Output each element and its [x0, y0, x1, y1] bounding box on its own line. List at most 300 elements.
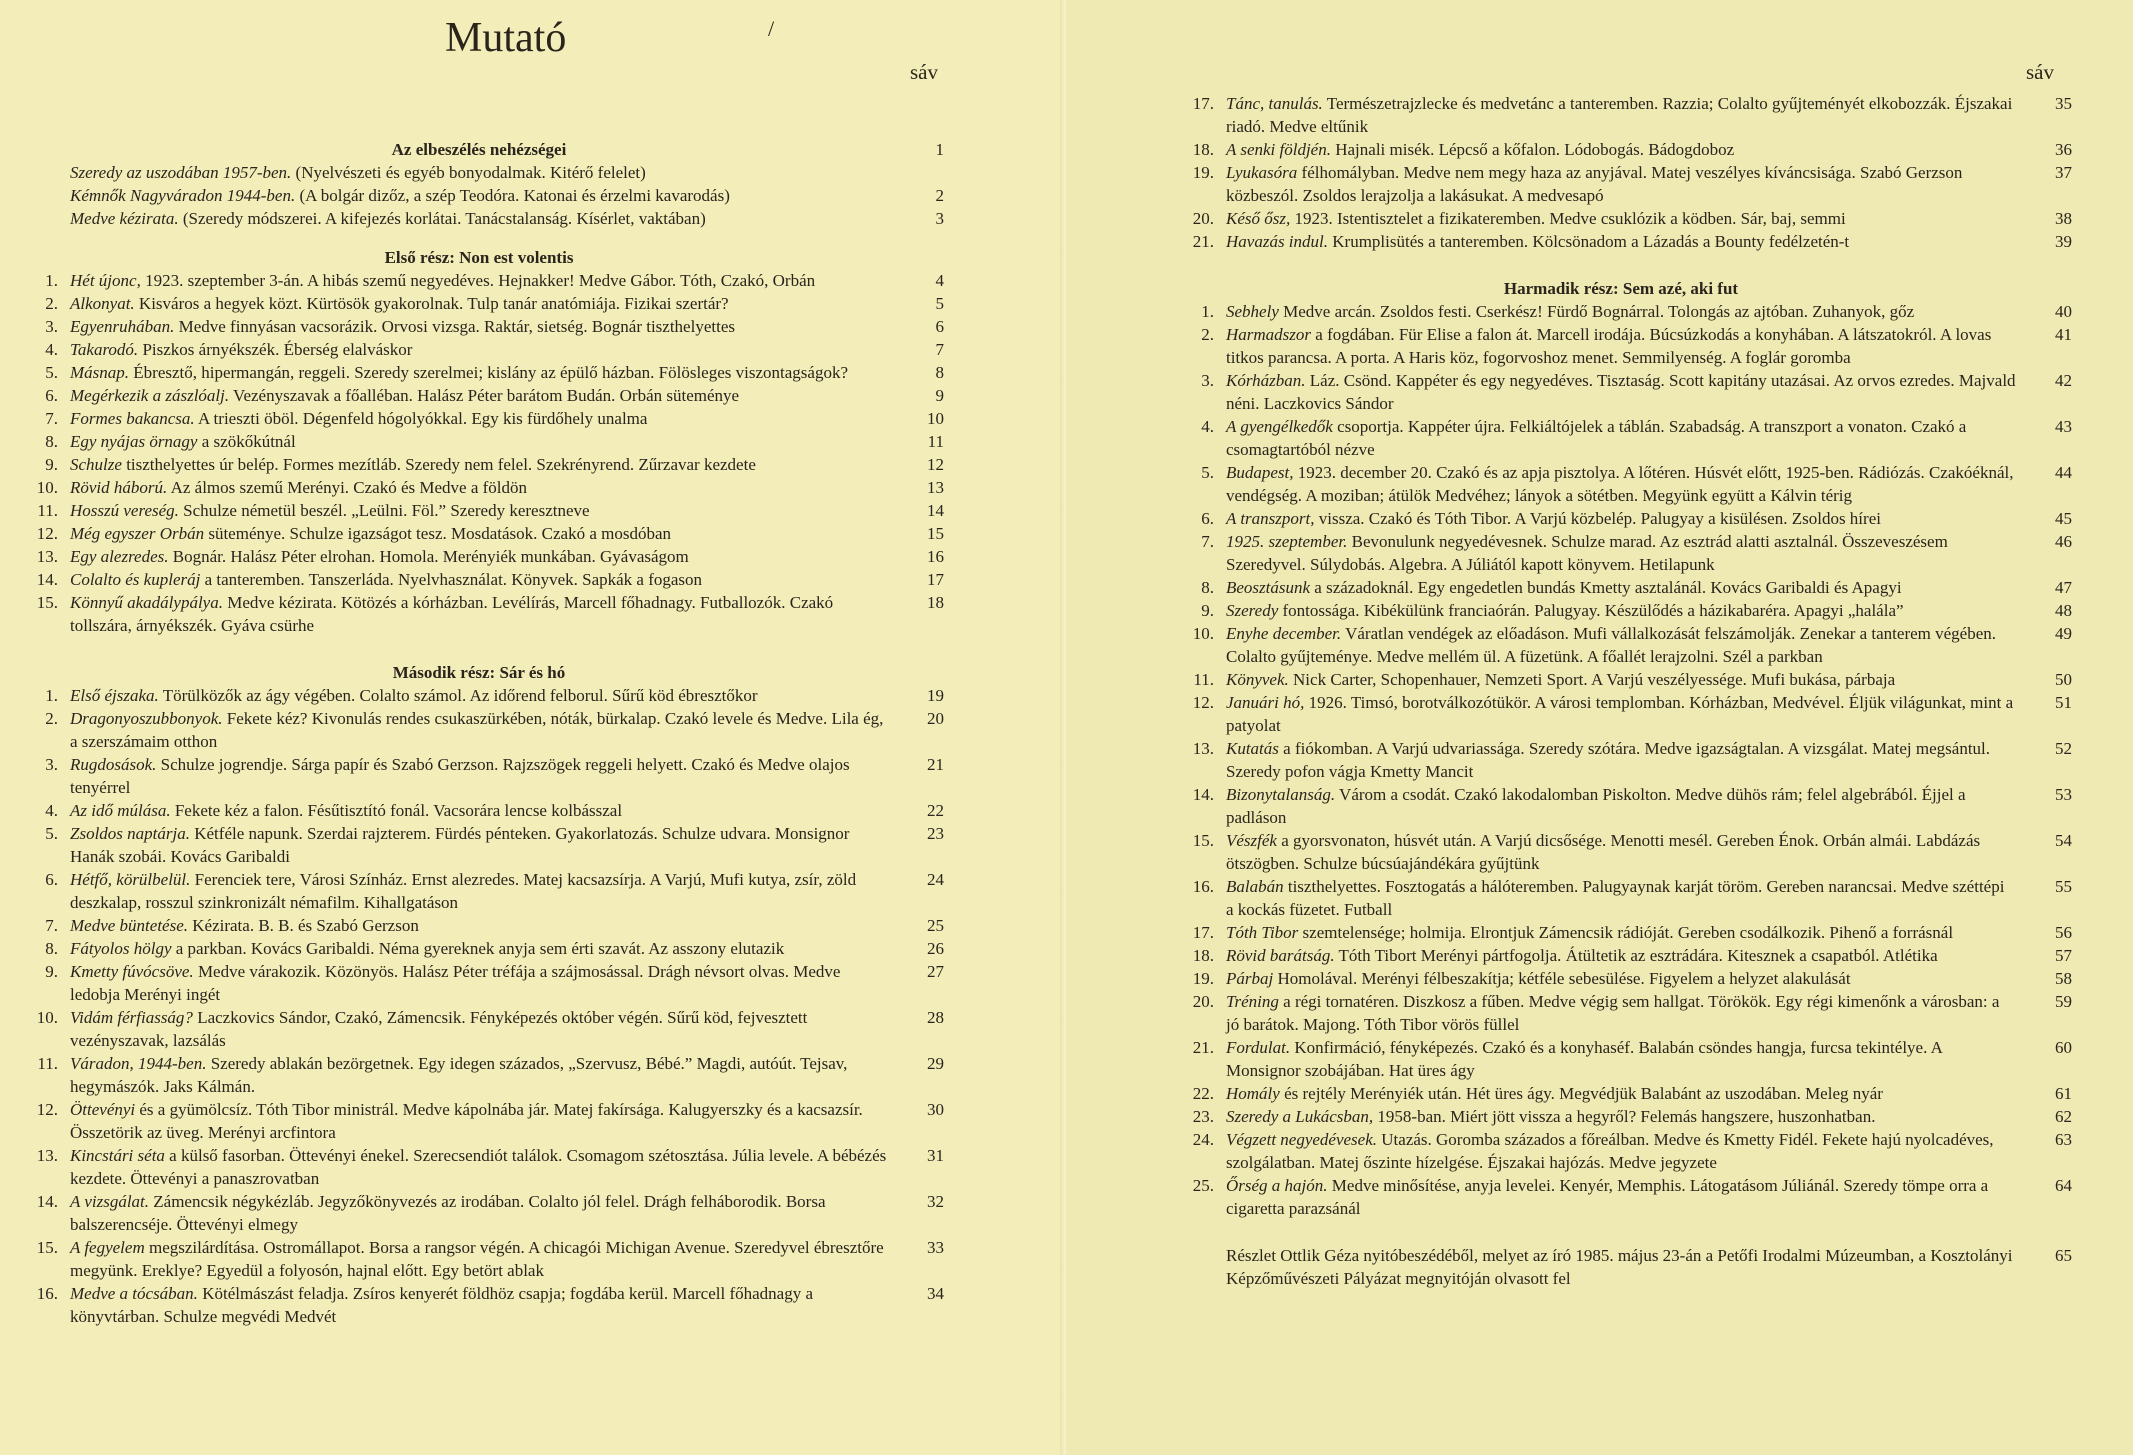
entry-text — [70, 753, 888, 799]
sav-number: 26 — [927, 939, 944, 958]
sav-number: 42 — [2055, 371, 2072, 390]
entry-title: A gyengélkedők — [1226, 417, 1333, 436]
toc-entry — [1176, 415, 2072, 461]
right-column — [1176, 92, 2072, 1290]
entry-title: A vizsgálat. — [70, 1192, 150, 1211]
sav-number: 17 — [927, 570, 944, 589]
toc-entry — [20, 868, 944, 914]
entry-number: 13. — [36, 547, 58, 566]
toc-entry — [20, 292, 944, 315]
toc-entry — [20, 914, 944, 937]
sav-number: 33 — [927, 1238, 944, 1257]
entry-number: 16. — [36, 1284, 58, 1303]
toc-entry — [1176, 622, 2072, 668]
sav-number: 3 — [935, 209, 944, 228]
entry-text — [70, 407, 888, 430]
sav-number: 22 — [927, 801, 944, 820]
entry-description: és a gyümölcsíz. Tóth Tibor ministrál. Medve kápolnába jár. Matej fakírsága. Kalugyerszky és a kacsazsír. Összetörik az üveg. Merényi arcfintora — [70, 1100, 863, 1142]
entry-description: és rejtély Merényiék után. Hét üres ágy. Megvédjük Balabánt az uszodában. Meleg nyár — [1279, 1084, 1883, 1103]
entry-number: 16. — [1192, 877, 1214, 896]
sav-number: 54 — [2055, 831, 2072, 850]
entry-text — [1226, 138, 2016, 161]
entry-description: a régi tornatéren. Diszkosz a fűben. Medve végig sem hallgat. Törökök. Egy régi kimenőnk a városban: a jó barátok. Majong. Tóth Tibor vörös füllel — [1226, 992, 2000, 1034]
toc-entry — [1176, 1036, 2072, 1082]
entry-text — [1226, 944, 2016, 967]
entry-description: tiszthelyettes. Fosztogatás a hálóteremben. Palugyaynak karját töröm. Gereben narancsai. Medve széttépi a kockás füzetet. Futball — [1226, 877, 2005, 919]
entry-description: süteménye. Schulze igazságot tesz. Mosdatások. Czakó a mosdóban — [204, 524, 672, 543]
sav-number: 8 — [935, 363, 944, 382]
toc-entry — [20, 707, 944, 753]
toc-entry — [1176, 599, 2072, 622]
toc-entry — [1176, 323, 2072, 369]
entry-text — [70, 1282, 888, 1328]
entry-number: 6. — [45, 386, 58, 405]
toc-entry — [20, 684, 944, 707]
entry-title: Dragonyoszubbonyok. — [70, 709, 223, 728]
entry-description: Az álmos szemű Merényi. Czakó és Medve a földön — [167, 478, 528, 497]
entry-title: Zsoldos naptárja. — [70, 824, 190, 843]
entry-description: tiszthelyettes úr belép. Formes mezítláb. Szeredy nem felel. Szekrényrend. Zűrzavar kezdete — [121, 455, 756, 474]
sav-number: 4 — [935, 271, 944, 290]
entry-title: Tóth Tibor — [1226, 923, 1299, 942]
sav-number: 45 — [2055, 509, 2072, 528]
entry-description: Zámencsik négykézláb. Jegyzőkönyvezés az irodában. Colalto jól felel. Drágh felháborodik. Borsa balszerencséje. Öttevényi elmegy — [70, 1192, 826, 1234]
entry-text — [1226, 369, 2016, 415]
toc-entry — [20, 430, 944, 453]
sav-number — [888, 161, 944, 184]
entry-text — [70, 1098, 888, 1144]
entry-title: Tánc, tanulás. — [1226, 94, 1323, 113]
toc-entry — [20, 568, 944, 591]
entry-text — [70, 568, 888, 591]
entry-number — [20, 161, 70, 184]
sav-column-header-left: sáv — [910, 60, 938, 84]
entry-text — [70, 207, 888, 230]
toc-entry — [1176, 1105, 2072, 1128]
sav-number: 18 — [927, 593, 944, 612]
entry-number: 3. — [45, 755, 58, 774]
entry-description: 1923. Istentisztelet a fizikateremben. Medve csuklózik a ködben. Sár, baj, semmi — [1290, 209, 1846, 228]
entry-title: A senki földjén. — [1226, 140, 1331, 159]
entry-text — [70, 161, 888, 184]
sav-number: 53 — [2055, 785, 2072, 804]
entry-text — [70, 822, 888, 868]
sav-number: 63 — [2055, 1130, 2072, 1149]
sav-number: 35 — [2055, 94, 2072, 113]
entry-number: 8. — [45, 432, 58, 451]
entry-number: 13. — [1192, 739, 1214, 758]
toc-entry — [1176, 207, 2072, 230]
entry-number: 14. — [36, 1192, 58, 1211]
entry-number: 22. — [1192, 1084, 1214, 1103]
sav-number: 39 — [2055, 232, 2072, 251]
toc-entry — [1176, 507, 2072, 530]
entry-text — [70, 315, 888, 338]
entry-number: 17. — [1192, 94, 1214, 113]
toc-entry — [1176, 1174, 2072, 1220]
entry-text — [1226, 507, 2016, 530]
entry-number: 8. — [1201, 578, 1214, 597]
entry-description: Medve kézirata. Kötözés a kórházban. Levélírás, Marcell főhadnagy. Futballozók. Czakó tollszára, árnyékszék. Gyáva csürhe — [70, 593, 834, 635]
entry-number: 17. — [1192, 923, 1214, 942]
entry-text — [70, 937, 888, 960]
entry-title: Fordulat. — [1226, 1038, 1291, 1057]
entry-description: 1923. december 20. Czakó és az apja pisztolya. A lőtéren. Húsvét előtt, 1925-ben. Rádiózás. Czakóéknál, vendégség. A moziban; átülök Medvéhez; lányok a sötétben. Megyünk együtt a Kálvin térig — [1226, 463, 2014, 505]
entry-title: Könyvek. — [1226, 670, 1289, 689]
entry-description: Szeredy ablakán bezörgetnek. Egy idegen százados, „Szervusz, Bébé.” Magdi, autóút. Tejsav, hegymászók. Jaks Kálmán. — [70, 1054, 848, 1096]
entry-title: Szeredy a Lukácsban, — [1226, 1107, 1374, 1126]
entry-number: 21. — [1192, 1038, 1214, 1057]
toc-entry — [20, 1282, 944, 1328]
toc-entry — [20, 384, 944, 407]
entry-description: Törülközők az ágy végében. Colalto számol. Az időrend felborul. Sűrű köd ébresztőkor — [158, 686, 758, 705]
entry-title: Kutatás — [1226, 739, 1279, 758]
toc-entry — [20, 338, 944, 361]
part2-list-right — [1176, 92, 2072, 253]
sav-number: 46 — [2055, 532, 2072, 551]
entry-text — [70, 960, 888, 1006]
toc-entry — [1176, 92, 2072, 138]
toc-entry — [20, 476, 944, 499]
entry-text — [1226, 461, 2016, 507]
sav-number: 1 — [935, 140, 944, 159]
entry-text — [1226, 1082, 2016, 1105]
toc-entry — [20, 315, 944, 338]
entry-description: Vezényszavak a főalléban. Halász Péter barátom Budán. Orbán süteménye — [229, 386, 740, 405]
part1-list — [20, 269, 944, 637]
entry-number: 13. — [36, 1146, 58, 1165]
toc-entry — [1176, 161, 2072, 207]
entry-title: Rövid háború. — [70, 478, 168, 497]
sav-number: 40 — [2055, 302, 2072, 321]
entry-description: Természetrajzlecke és medvetánc a tanteremben. Razzia; Colalto gyűjteményét elkobozzák. Éjszakai riadó. Medve eltűnik — [1226, 94, 2013, 136]
right-page — [1066, 0, 2133, 1455]
entry-number: 9. — [45, 455, 58, 474]
entry-description: Fekete kéz a falon. Fésűtisztító fonál. Vacsorára lencse kolbásszal — [170, 801, 623, 820]
entry-number: 19. — [1192, 163, 1214, 182]
entry-text — [70, 430, 888, 453]
entry-title: Enyhe december. — [1226, 624, 1342, 643]
entry-description: Ébresztő, hipermangán, reggeli. Szeredy szerelmei; kislány az épülő házban. Fölösleges viszontagságok? — [129, 363, 848, 382]
entry-description: Kötélmászást feladja. Zsíros kenyerét földhöz csapja; fogdába kerül. Marcell főhadnagy a könyvtárban. Schulze megvédi Medvét — [70, 1284, 814, 1326]
sav-number: 41 — [2055, 325, 2072, 344]
entry-number: 11. — [37, 501, 58, 520]
entry-text — [1226, 599, 2016, 622]
entry-title: Késő ősz, — [1226, 209, 1291, 228]
entry-title: Tréning — [1226, 992, 1279, 1011]
sav-number: 12 — [927, 455, 944, 474]
sav-number: 2 — [935, 186, 944, 205]
entry-number: 5. — [1201, 463, 1214, 482]
sav-number: 7 — [935, 340, 944, 359]
sav-number: 44 — [2055, 463, 2072, 482]
entry-number: 7. — [45, 409, 58, 428]
part3-list — [1176, 300, 2072, 1220]
sav-number: 29 — [927, 1054, 944, 1073]
entry-title: Egyenruhában. — [70, 317, 175, 336]
sav-number: 56 — [2055, 923, 2072, 942]
sav-number: 20 — [927, 709, 944, 728]
entry-description: Kézirata. B. B. és Szabó Gerzson — [188, 916, 419, 935]
toc-entry — [20, 161, 944, 184]
entry-description: Ferenciek tere, Városi Színház. Ernst alezredes. Matej kacsazsírja. A Varjú, Mufi kutya, zsír, zöld deszkalap, rosszul szinkronizált némafilm. Kihallgatáson — [70, 870, 857, 912]
entry-title: Alkonyat. — [70, 294, 135, 313]
entry-description: szemtelensége; holmija. Elrontjuk Zámencsik rádióját. Gereben csodálkozik. Pihenő a forrásnál — [1298, 923, 1954, 942]
toc-entry — [20, 1236, 944, 1282]
entry-text — [70, 292, 888, 315]
pen-mark: / — [768, 16, 775, 41]
closing-entry — [1176, 1244, 2072, 1290]
entry-title: Januári hó, — [1226, 693, 1305, 712]
entry-number: 11. — [37, 1054, 58, 1073]
toc-entry — [20, 1190, 944, 1236]
sav-number: 57 — [2055, 946, 2072, 965]
entry-description: Láz. Csönd. Kappéter és egy negyedéves. Tisztaság. Scott kapitány utazásai. Az orvos ezredes. Majvald néni. Laczkovics Sándor — [1226, 371, 2016, 413]
sav-number: 21 — [927, 755, 944, 774]
entry-number: 18. — [1192, 140, 1214, 159]
entry-description: Nick Carter, Schopenhauer, Nemzeti Sport. A Varjú veszélyessége. Mufi bukása, párbaja — [1288, 670, 1896, 689]
entry-text — [1226, 576, 2016, 599]
entry-number: 23. — [1192, 1107, 1214, 1126]
entry-title: Könnyű akadálypálya. — [70, 593, 223, 612]
entry-description: a fiókomban. A Varjú udvariassága. Szeredy szótára. Medve igazságtalan. A vizsgálat. Matej megsántul. Szeredy pofon vágja Kmetty Mancit — [1226, 739, 1991, 781]
sav-number: 48 — [2055, 601, 2072, 620]
entry-title: Hétfő, körülbelül. — [70, 870, 191, 889]
entry-number: 20. — [1192, 209, 1214, 228]
toc-entry — [1176, 737, 2072, 783]
entry-text — [70, 914, 888, 937]
entry-text — [1226, 829, 2016, 875]
toc-entry — [1176, 921, 2072, 944]
entry-text — [70, 707, 888, 753]
entry-description: 1958-ban. Miért jött vissza a hegyről? Felemás hangszere, huszonhatban. — [1373, 1107, 1876, 1126]
toc-entry — [20, 960, 944, 1006]
entry-description: Laczkovics Sándor, Czakó, Zámencsik. Fényképezés október végén. Sűrű köd, fejvesztett vezényszavak, lazsálás — [70, 1008, 808, 1050]
entry-number: 4. — [45, 340, 58, 359]
entry-text — [1226, 161, 2016, 207]
entry-description: Medve arcán. Zsoldos festi. Cserkész! Fürdő Bognárral. Tolongás az ajtóban. Zuhanyok, gőz — [1278, 302, 1915, 321]
toc-entry — [1176, 829, 2072, 875]
entry-title: Az idő múlása. — [70, 801, 171, 820]
entry-text — [1226, 300, 2016, 323]
entry-title: Fátyolos hölgy — [70, 939, 172, 958]
entry-text — [70, 1052, 888, 1098]
toc-entry — [1176, 300, 2072, 323]
entry-title: Másnap. — [70, 363, 130, 382]
entry-number: 6. — [1201, 509, 1214, 528]
entry-title: Vidám férfiasság? — [70, 1008, 193, 1027]
sav-number: 28 — [927, 1008, 944, 1027]
sav-number: 52 — [2055, 739, 2072, 758]
entry-title: Őrség a hajón. — [1226, 1176, 1328, 1195]
entry-text — [70, 522, 888, 545]
sav-number: 51 — [2055, 693, 2072, 712]
toc-entry — [20, 522, 944, 545]
sav-column-header-right: sáv — [2026, 60, 2054, 84]
entry-text — [1226, 737, 2016, 783]
sav-number: 59 — [2055, 992, 2072, 1011]
entry-number: 19. — [1192, 969, 1214, 988]
sav-number: 10 — [927, 409, 944, 428]
entry-number: 3. — [1201, 371, 1214, 390]
entry-text — [1226, 921, 2016, 944]
entry-text — [70, 361, 888, 384]
entry-description: vissza. Czakó és Tóth Tibor. A Varjú közbelép. Palugyay a kisülésen. Zsoldos hírei — [1314, 509, 1881, 528]
section-heading-part2: Második rész: Sár és hó — [392, 663, 566, 682]
intro-heading-row — [20, 138, 944, 161]
entry-title: Balabán — [1226, 877, 1284, 896]
entry-title: Schulze — [70, 455, 122, 474]
entry-title: A fegyelem — [70, 1238, 145, 1257]
entry-number: 1. — [45, 686, 58, 705]
entry-description: Medve minősítése, anyja levelei. Kenyér, Memphis. Látogatásom Júliánál. Szeredy tömpe orra a cigaretta parazsánál — [1226, 1176, 1989, 1218]
entry-title: Sebhely — [1226, 302, 1279, 321]
toc-entry — [1176, 1082, 2072, 1105]
sav-number: 65 — [2055, 1246, 2072, 1265]
entry-text — [1226, 92, 2016, 138]
entry-description: (Szeredy módszerei. A kifejezés korlátai. Tanácstalanság. Kísérlet, vaktában) — [178, 209, 706, 228]
entry-number: 6. — [45, 870, 58, 889]
sav-number: 6 — [935, 317, 944, 336]
entry-description: Kisváros a hegyek közt. Kürtösök gyakorolnak. Tulp tanár anatómiája. Fizikai szertár? — [134, 294, 729, 313]
sav-number: 43 — [2055, 417, 2072, 436]
left-page — [0, 0, 1066, 1455]
toc-entry — [20, 937, 944, 960]
sav-number: 23 — [927, 824, 944, 843]
entry-title: Hosszú vereség. — [70, 501, 179, 520]
entry-title: Kórházban. — [1226, 371, 1306, 390]
entry-title: Harmadszor — [1226, 325, 1312, 344]
entry-title: Szeredy — [1226, 601, 1279, 620]
entry-text — [70, 453, 888, 476]
entry-number: 4. — [1201, 417, 1214, 436]
entry-text — [70, 338, 888, 361]
entry-number: 10. — [1192, 624, 1214, 643]
entry-text — [70, 545, 888, 568]
entry-title: Lyukasóra — [1226, 163, 1298, 182]
entry-number: 21. — [1192, 232, 1214, 251]
sav-number: 24 — [927, 870, 944, 889]
entry-description: Schulze jogrendje. Sárga papír és Szabó Gerzson. Rajzszögek reggeli helyett. Czakó és Medve olajos tenyérrel — [70, 755, 850, 797]
toc-entry — [20, 753, 944, 799]
entry-text — [70, 476, 888, 499]
sav-number: 5 — [935, 294, 944, 313]
toc-entry — [20, 822, 944, 868]
toc-entry — [20, 1052, 944, 1098]
sav-number: 55 — [2055, 877, 2072, 896]
sav-number: 34 — [927, 1284, 944, 1303]
entry-text — [1226, 668, 2016, 691]
entry-number: 2. — [45, 294, 58, 313]
entry-description: Medve finnyásan vacsorázik. Orvosi vizsga. Raktár, sietség. Bognár tiszthelyettes — [174, 317, 735, 336]
entry-number: 5. — [45, 363, 58, 382]
entry-number: 15. — [36, 1238, 58, 1257]
entry-title: A transzport, — [1226, 509, 1315, 528]
entry-description: Schulze németül beszél. „Leülni. Föl.” Szeredy keresztneve — [178, 501, 590, 520]
sav-number: 60 — [2055, 1038, 2072, 1057]
entry-title: Kémnők Nagyváradon 1944-ben. — [70, 186, 296, 205]
entry-number: 3. — [45, 317, 58, 336]
entry-number: 15. — [36, 593, 58, 612]
entry-text — [1226, 875, 2016, 921]
entry-title: Váradon, 1944-ben. — [70, 1054, 207, 1073]
entry-number — [20, 207, 70, 230]
entry-title: Rövid barátság. — [1226, 946, 1335, 965]
entry-number: 24. — [1192, 1130, 1214, 1149]
entry-title: Formes bakancsa. — [70, 409, 195, 428]
entry-number: 9. — [1201, 601, 1214, 620]
entry-number: 14. — [1192, 785, 1214, 804]
toc-entry — [1176, 875, 2072, 921]
entry-title: Medve kézirata. — [70, 209, 179, 228]
toc-entry — [20, 269, 944, 292]
entry-text — [1226, 967, 2016, 990]
entry-description: Várom a csodát. Czakó lakodalomban Piskolton. Medve dühös rám; felel algebrából. Éjjel a padláson — [1226, 785, 1966, 827]
entry-title: Medve a tócsában. — [70, 1284, 198, 1303]
entry-title: Homály — [1226, 1084, 1280, 1103]
entry-description: Homolával. Merényi félbeszakítja; kétféle sebesülése. Figyelem a helyzet alakulását — [1273, 969, 1851, 988]
entry-number: 4. — [45, 801, 58, 820]
entry-text — [1226, 323, 2016, 369]
entry-description: a tanteremben. Tanszerláda. Nyelvhasználat. Könyvek. Sapkák a fogason — [200, 570, 703, 589]
entry-text — [1226, 622, 2016, 668]
entry-text — [1226, 990, 2016, 1036]
entry-description: a parkban. Kovács Garibaldi. Néma gyereknek anyja sem érti szavát. Az asszony elutazik — [171, 939, 785, 958]
toc-entry — [20, 184, 944, 207]
entry-title: Havazás indul. — [1226, 232, 1328, 251]
entry-number: 8. — [45, 939, 58, 958]
entry-text — [70, 684, 888, 707]
entry-text — [70, 499, 888, 522]
toc-entry — [20, 591, 944, 637]
intro-list — [20, 161, 944, 230]
entry-number: 11. — [1193, 670, 1214, 689]
entry-description: (A bolgár dizőz, a szép Teodóra. Katonai és érzelmi kavarodás) — [295, 186, 730, 205]
entry-number: 1. — [45, 271, 58, 290]
toc-entry — [1176, 944, 2072, 967]
entry-number: 12. — [1192, 693, 1214, 712]
entry-text — [1226, 207, 2016, 230]
entry-number: 2. — [45, 709, 58, 728]
entry-description: Bognár. Halász Péter elrohan. Homola. Merényiék munkában. Gyávaságom — [168, 547, 689, 566]
toc-entry — [20, 499, 944, 522]
toc-entry — [20, 407, 944, 430]
entry-title: Vészfék — [1226, 831, 1277, 850]
entry-text — [1226, 1174, 2016, 1220]
closing-text: Részlet Ottlik Géza nyitóbeszédéből, melyet az író 1985. május 23-án a Petőfi Irodalmi Múzeumban, a Kosztolányi Képzőművészeti Pályázat megnyitóján olvasott fel — [1226, 1246, 2013, 1288]
toc-entry — [1176, 530, 2072, 576]
toc-entry — [1176, 691, 2072, 737]
entry-description: 1926. Timsó, borotválkozótükör. A városi templomban. Kórházban, Medvével. Éljük világunkat, mint a patyolat — [1226, 693, 2014, 735]
entry-text — [70, 1190, 888, 1236]
sav-number: 25 — [927, 916, 944, 935]
part2-list-left — [20, 684, 944, 1328]
entry-text — [70, 1006, 888, 1052]
toc-entry — [20, 207, 944, 230]
entry-number: 7. — [1201, 532, 1214, 551]
entry-number — [20, 184, 70, 207]
entry-text — [1226, 415, 2016, 461]
page-title: Mutató — [445, 15, 567, 61]
left-column — [20, 138, 944, 1328]
toc-entry — [20, 1006, 944, 1052]
entry-description: a szökőkútnál — [197, 432, 296, 451]
entry-description: Konfirmáció, fényképezés. Czakó és a konyhaséf. Balabán csöndes hangja, furcsa tekintélye. A Monsignor szobájában. Hat üres ágy — [1226, 1038, 1942, 1080]
entry-title: Budapest, — [1226, 463, 1294, 482]
entry-text — [70, 184, 888, 207]
sav-number: 11 — [927, 432, 944, 451]
entry-title: Bizonytalanság. — [1226, 785, 1336, 804]
